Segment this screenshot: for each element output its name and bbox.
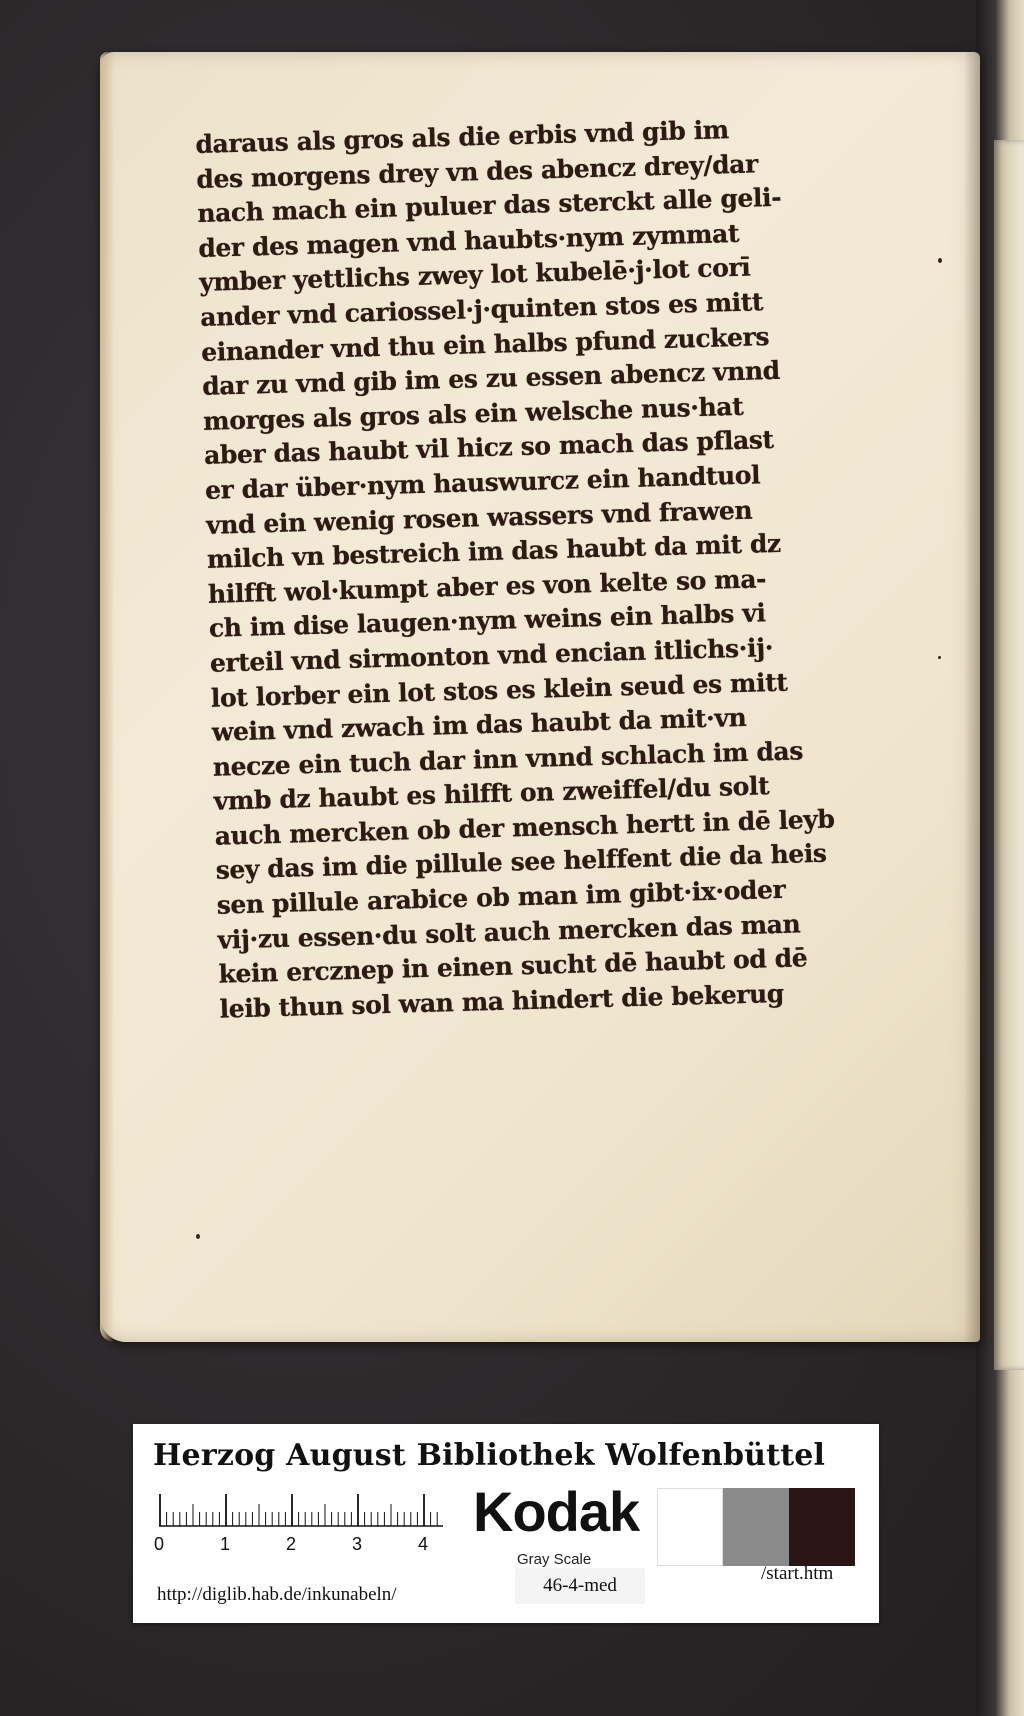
ink-speck bbox=[938, 258, 942, 263]
text-line: erteil vnd sirmonton vnd encian itlichs·ij· bbox=[209, 632, 774, 678]
digital-library-url: http://diglib.hab.de/inkunabeln/ bbox=[157, 1584, 397, 1605]
text-line: er dar über·nym hauswurcz ein handtuol bbox=[204, 460, 761, 505]
text-line: der des magen vnd haubts·nym zymmat bbox=[197, 218, 740, 263]
ink-speck bbox=[196, 1234, 200, 1239]
adjacent-page-strip bbox=[994, 140, 1024, 1370]
text-line: vmb dz haubt es hilfft on zweiffel/du solt bbox=[213, 771, 770, 817]
text-line: aber das haubt vil hicz so mach das pflast bbox=[203, 425, 774, 471]
text-line: daraus als gros als die erbis vnd gib im bbox=[195, 115, 730, 159]
text-line: dar zu vnd gib im es zu essen abencz vnnd bbox=[201, 355, 781, 402]
text-line: hilfft wol·kumpt aber es von kelte so ma- bbox=[207, 563, 767, 609]
text-line: necze ein tuch dar inn vnnd schlach im das bbox=[212, 735, 804, 782]
gray-swatch bbox=[723, 1488, 789, 1566]
ruler-label-4: 4 bbox=[417, 1534, 429, 1554]
text-line: leib thun sol wan ma hindert die bekerug bbox=[219, 978, 785, 1024]
ink-speck bbox=[938, 656, 941, 659]
text-line: des morgens drey vn des abencz drey/dar bbox=[196, 148, 759, 194]
measurement-ruler bbox=[153, 1490, 443, 1554]
text-line: wein vnd zwach im das haubt da mit·vn bbox=[211, 702, 747, 747]
text-line: sen pillule arabice ob man im gibt·ix·oder bbox=[216, 874, 786, 920]
text-line: morges als gros als ein welsche nus·hat bbox=[202, 391, 744, 436]
text-line: ymber yettlichs zwey lot kubelē·j·lot corī bbox=[198, 252, 751, 298]
ruler-label-3: 3 bbox=[351, 1534, 363, 1554]
ruler-label-1: 1 bbox=[219, 1534, 231, 1554]
shelfmark-label: 46-4-med bbox=[515, 1568, 645, 1604]
text-line: sey das im die pillule see helffent die da heis bbox=[215, 839, 827, 886]
target-card bbox=[133, 1424, 879, 1623]
kodak-logo: Kodak bbox=[473, 1480, 640, 1543]
printed-text-block bbox=[195, 111, 835, 1027]
text-line: vnd ein wenig rosen wassers vnd frawen bbox=[205, 495, 753, 540]
text-line: lot lorber ein lot stos es klein seud es mitt bbox=[210, 667, 788, 713]
gutter-shadow bbox=[964, 52, 986, 1342]
text-line: ch im dise laugen·nym weins ein halbs vi bbox=[208, 598, 766, 644]
grayscale-label: Gray Scale bbox=[517, 1551, 592, 1568]
ruler-label-2: 2 bbox=[285, 1534, 297, 1554]
text-line: auch mercken ob der mensch hertt in dē leyb bbox=[214, 804, 835, 851]
text-line: kein ercznep in einen sucht dē haubt od dē bbox=[218, 943, 808, 989]
text-line: einander vnd thu ein halbs pfund zuckers bbox=[200, 321, 770, 367]
library-title: Herzog August Bibliothek Wolfenbüttel bbox=[153, 1438, 826, 1473]
text-line: vij·zu essen·du solt auch mercken das man bbox=[217, 909, 801, 955]
ruler-label-0: 0 bbox=[153, 1534, 165, 1554]
start-page-path: /start.htm bbox=[761, 1563, 834, 1584]
text-line: ander vnd cariossel·j·quinten stos es mitt bbox=[199, 287, 764, 332]
text-line: nach mach ein puluer das sterckt alle geli- bbox=[196, 182, 782, 229]
text-line: milch vn bestreich im das haubt da mit dz bbox=[206, 528, 782, 574]
ruler-ticks bbox=[159, 1490, 443, 1534]
white-swatch bbox=[657, 1488, 723, 1566]
black-swatch bbox=[789, 1488, 855, 1566]
